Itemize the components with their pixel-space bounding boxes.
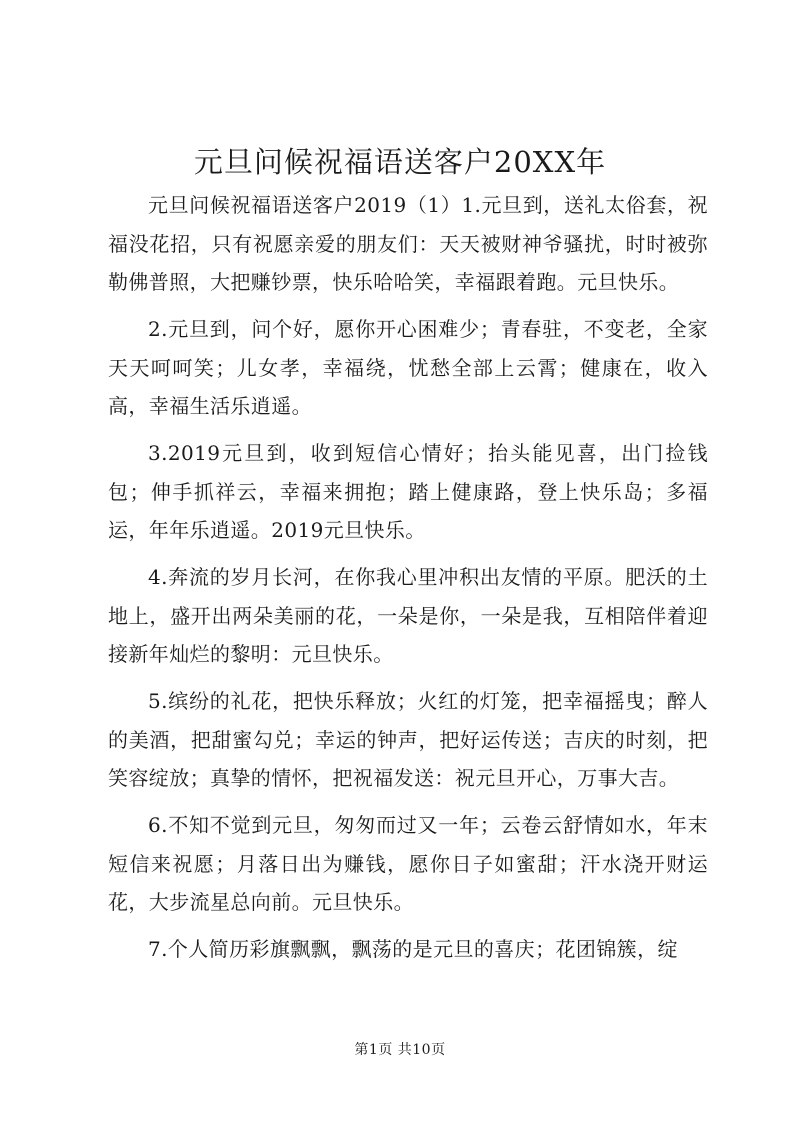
page-footer: 第1页 共10页 [354, 1042, 446, 1058]
paragraph-2: 2.元旦到，问个好，愿你开心困难少；青春驻，不变老，全家天天呵呵笑；儿女孝，幸福绕，忧愁全部上云霄；健康在，收入高，幸福生活乐逍遥。 [108, 317, 708, 418]
paragraph-6: 6.不知不觉到元旦，匆匆而过又一年；云卷云舒情如水，年末短信来祝愿；月落日出为赚钱，愿你日子如蜜甜；汗水浇开财运花，大步流星总向前。元旦快乐。 [108, 813, 708, 914]
document-title: 元旦问候祝福语送客户20XX年 [193, 145, 607, 179]
paragraph-7: 7.个人简历彩旗飘飘，飘荡的是元旦的喜庆；花团锦簇，绽 [148, 937, 678, 961]
paragraph-3: 3.2019元旦到，收到短信心情好；抬头能见喜，出门捡钱包；伸手抓祥云，幸福来拥抱；踏上健康路，登上快乐岛；多福运，年年乐逍遥。2019元旦快乐。 [108, 441, 708, 542]
document-body [108, 186, 708, 977]
paragraph-1: 元旦问候祝福语送客户2019（1）1.元旦到，送礼太俗套，祝福没花招，只有祝愿亲爱的朋友们：天天被财神爷骚扰，时时被弥勒佛普照，大把赚钞票，快乐哈哈笑，幸福跟着跑。元旦快乐。 [108, 193, 708, 294]
paragraph-4: 4.奔流的岁月长河，在你我心里冲积出友情的平原。肥沃的土地上，盛开出两朵美丽的花，一朵是你，一朵是我，互相陪伴着迎接新年灿烂的黎明：元旦快乐。 [108, 565, 708, 666]
paragraph-5: 5.缤纷的礼花，把快乐释放；火红的灯笼，把幸福摇曳；醉人的美酒，把甜蜜勾兑；幸运的钟声，把好运传送；吉庆的时刻，把笑容绽放；真挚的情怀，把祝福发送：祝元旦开心，万事大吉。 [108, 689, 708, 790]
